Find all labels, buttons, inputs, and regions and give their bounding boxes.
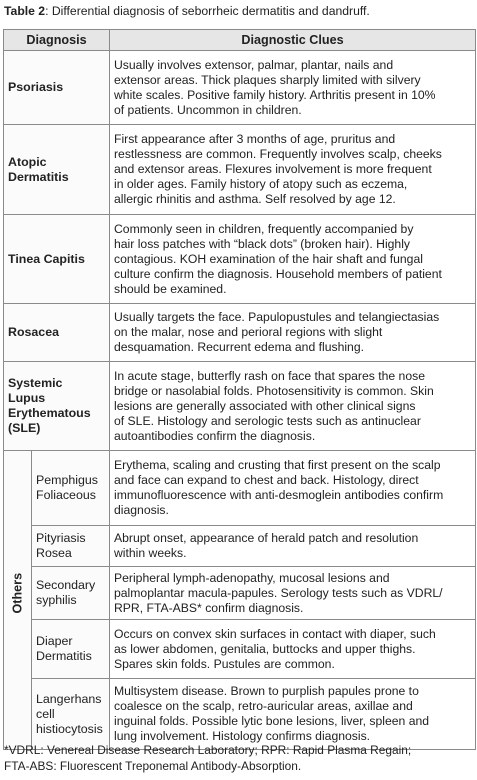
clue-line: lung involvement. Histology confirms diagnosis.: [114, 729, 371, 743]
diagnosis-name-line: Dermatitis: [36, 649, 92, 663]
table-row: [4, 620, 476, 679]
clue-line: contagious. KOH examination of the hair shaft and fungal: [114, 251, 423, 266]
diagnosis-name-line: Pemphigus: [36, 473, 98, 487]
clue-line: First appearance after 3 months of age, pruritus and: [114, 132, 396, 146]
table-row: [4, 679, 476, 750]
others-group-label: [4, 451, 32, 750]
clues-langerhans-cell-histiocytosis: [110, 679, 476, 750]
clue-line: lesions are generally associated with other clinical signs: [114, 398, 416, 413]
clues-rosacea: [110, 304, 476, 362]
diagnosis-name-line: Systemic: [8, 376, 63, 390]
clue-line: Occurs on convex skin surfaces in contact with diaper, such: [114, 626, 436, 641]
clue-line: in older ages. Family history of atopy such as eczema,: [114, 177, 408, 191]
clue-line: autoantibodies confirm the diagnosis.: [114, 428, 316, 443]
diagnosis-tinea-capitis: Tinea Capitis: [4, 215, 110, 304]
table-caption: [4, 4, 474, 19]
clue-line: of patients. Uncommon in children.: [114, 102, 302, 117]
clue-line: Peripheral lymph-adenopathy, mucosal lesions and: [114, 570, 390, 585]
header-diagnostic-clues: Diagnostic Clues: [110, 30, 476, 51]
clues-secondary-syphilis: [110, 567, 476, 620]
diagnosis-name-line: Lupus: [8, 391, 46, 405]
table-row: [4, 526, 476, 567]
clue-line: restlessness are common. Frequently involves scalp, cheeks: [114, 147, 442, 161]
diagnosis-name-line: Erythematous: [8, 406, 91, 420]
diagnosis-name-line: histiocytosis: [36, 721, 103, 736]
clue-line: palmoplantar macula-papules. Serology tests such as VDRL/: [114, 585, 443, 600]
clues-diaper-dermatitis: [110, 620, 476, 679]
clue-line: RPR, FTA-ABS* confirm diagnosis.: [114, 600, 304, 615]
table-row: [4, 51, 476, 125]
clues-tinea-capitis: [110, 215, 476, 304]
diagnosis-atopic-dermatitis: [4, 125, 110, 215]
clue-line: extensor areas. Thick plaques sharply limited with silvery: [114, 72, 421, 87]
clue-line: on the malar, nose and perioral regions with slight: [114, 325, 383, 339]
diagnosis-name-line: syphilis: [36, 593, 77, 607]
diagnosis-rosacea: Rosacea: [4, 304, 110, 362]
clue-line: In acute stage, butterfly rash on face that spares the nose: [114, 368, 425, 383]
diagnosis-name-line: Pityriasis: [36, 531, 86, 545]
clue-line: inguinal folds. Possible lytic bone lesions, liver, spleen and: [114, 714, 430, 728]
diagnosis-name-line: Rosea: [36, 546, 72, 560]
diagnosis-name-line: Langerhans: [36, 691, 102, 706]
clue-line: diagnosis.: [114, 503, 169, 517]
clue-line: of SLE. Histology and serologic tests such as antinuclear: [114, 413, 421, 428]
clues-pityriasis-rosea: [110, 526, 476, 567]
differential-diagnosis-table: [3, 29, 476, 750]
table-header-row: [4, 30, 476, 51]
diagnosis-diaper-dermatitis: [32, 620, 110, 679]
clues-psoriasis: [110, 51, 476, 125]
clues-sle: [110, 362, 476, 451]
clue-line: within weeks.: [114, 546, 187, 560]
clue-line: Spares skin folds. Pustules are common.: [114, 656, 335, 671]
diagnosis-pemphigus-foliaceous: [32, 451, 110, 526]
diagnosis-name-line: Dermatitis: [8, 169, 69, 184]
table-row: [4, 567, 476, 620]
table-row: [4, 362, 476, 451]
diagnosis-psoriasis: Psoriasis: [4, 51, 110, 125]
clue-line: Multisystem disease. Brown to purplish papules prone to: [114, 684, 419, 698]
clue-line: Usually targets the face. Papulopustules and telangiectasias: [114, 310, 440, 324]
diagnosis-pityriasis-rosea: [32, 526, 110, 567]
clue-line: culture confirm the diagnosis. Household members of patient: [114, 266, 442, 281]
clue-line: immunofluorescence with anti-desmoglein antibodies confirm: [114, 488, 444, 502]
table-row: [4, 215, 476, 304]
footnote-line: FTA-ABS: Fluorescent Treponemal Antibody-Absorption.: [4, 759, 302, 773]
diagnosis-name-line: Secondary: [36, 578, 96, 592]
table-row: [4, 304, 476, 362]
clue-line: as lower abdomen, genitalia, buttocks and upper thighs.: [114, 641, 416, 656]
header-diagnosis: Diagnosis: [4, 30, 110, 51]
clue-line: allergic rhinitis and asthma. Self resolved by age 12.: [114, 192, 396, 206]
diagnosis-secondary-syphilis: [32, 567, 110, 620]
diagnosis-name-line: (SLE): [8, 421, 41, 435]
clue-line: and face can expand to chest and back. Histology, direct: [114, 473, 419, 487]
clue-line: white scales. Positive family history. Arthritis present in 10%: [114, 87, 436, 102]
diagnosis-name-line: Diaper: [36, 634, 73, 648]
table-row: [4, 125, 476, 215]
diagnosis-name-line: Atopic: [8, 154, 47, 169]
clue-line: Abrupt onset, appearance of herald patch and resolution: [114, 531, 419, 545]
table-caption-label: Table 2: [4, 4, 46, 18]
table-caption-text: : Differential diagnosis of seborrheic dermatitis and dandruff.: [45, 4, 370, 18]
diagnosis-langerhans-cell-histiocytosis: [32, 679, 110, 750]
clue-line: bridge or nasolabial folds. Photosensitivity is common. Skin: [114, 383, 434, 398]
clue-line: desquamation. Recurrent edema and flushing.: [114, 340, 364, 354]
clue-line: hair loss patches with “black dots” (broken hair). Highly: [114, 236, 411, 251]
diagnosis-sle: [4, 362, 110, 451]
clue-line: coalesce on the scalp, retro-auricular areas, axillae and: [114, 699, 413, 713]
clue-line: Commonly seen in children, frequently accompanied by: [114, 221, 414, 236]
clue-line: should be examined.: [114, 281, 227, 296]
diagnosis-name-line: Foliaceous: [36, 488, 96, 502]
clue-line: and extensor areas. Flexures involvement is more frequent: [114, 162, 432, 176]
clue-line: Erythema, scaling and crusting that first present on the scalp: [114, 458, 441, 472]
table-row: [4, 451, 476, 526]
clue-line: Usually involves extensor, palmar, plantar, nails and: [114, 57, 394, 72]
table-footnote: [4, 742, 474, 774]
footnote-line: *VDRL: Venereal Disease Research Laboratory; RPR: Rapid Plasma Regain;: [4, 743, 412, 757]
clues-atopic-dermatitis: [110, 125, 476, 215]
diagnosis-name-line: cell: [36, 706, 55, 721]
others-label: Others: [10, 572, 25, 614]
clues-pemphigus-foliaceous: [110, 451, 476, 526]
